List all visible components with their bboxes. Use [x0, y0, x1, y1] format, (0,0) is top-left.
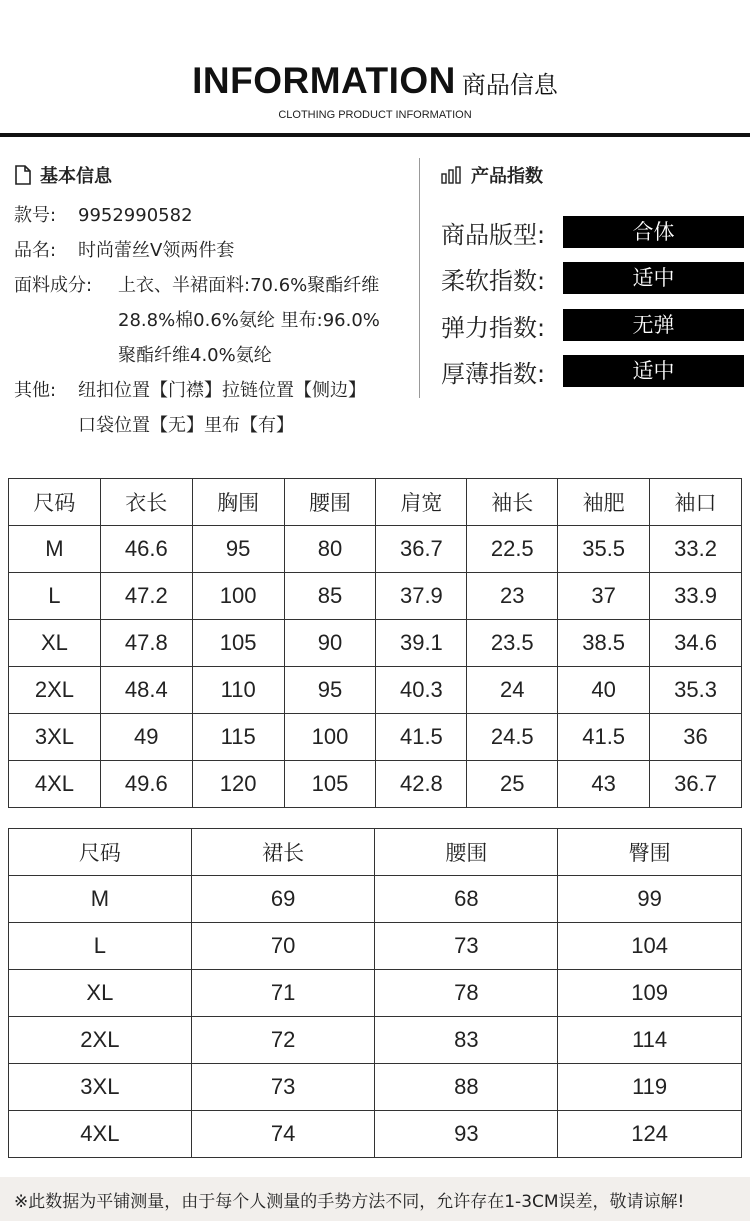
header-cell: 袖肥: [558, 479, 650, 526]
index-label-fit: 商品版型:: [441, 220, 546, 249]
table-cell: 49.6: [100, 761, 192, 808]
table-cell: 49: [100, 714, 192, 761]
table-cell: 42.8: [376, 761, 467, 808]
table-cell: 85: [284, 573, 376, 620]
table-cell: 100: [192, 573, 284, 620]
fabric-value-2: 28.8%棉0.6%氨纶 里布:96.0%: [118, 310, 380, 331]
table-cell: 69: [191, 876, 375, 923]
table-cell: 2XL: [9, 1017, 192, 1064]
header-cell: 臀围: [558, 829, 742, 876]
table-cell: 36: [650, 714, 742, 761]
header-cell: 胸围: [192, 479, 284, 526]
table-cell: 23: [467, 573, 558, 620]
table-row: [9, 761, 742, 808]
index-label-elasticity: 弹力指数:: [441, 313, 546, 342]
table-cell: 37: [558, 573, 650, 620]
measurement-note: [0, 1177, 750, 1221]
table-cell: 72: [191, 1017, 375, 1064]
table-cell: 4XL: [9, 1111, 192, 1158]
fabric-label: 面料成分:: [14, 275, 93, 296]
table-cell: L: [9, 923, 192, 970]
other-line-1: [14, 379, 366, 403]
table-cell: 88: [375, 1064, 558, 1111]
table-cell: 3XL: [9, 714, 101, 761]
table-row: [9, 667, 742, 714]
fabric-line-1: [14, 274, 379, 298]
style-number-label: 款号:: [14, 205, 57, 226]
table-header-row: [9, 479, 742, 526]
table-cell: 41.5: [376, 714, 467, 761]
table-cell: 115: [192, 714, 284, 761]
title-row: [0, 60, 750, 102]
table-row: [9, 1064, 742, 1111]
index-value-thickness: 适中: [563, 355, 744, 387]
index-label-thickness: 厚薄指数:: [441, 359, 546, 388]
table-cell: 73: [191, 1064, 375, 1111]
table-cell: 124: [558, 1111, 742, 1158]
table-cell: 100: [284, 714, 376, 761]
bar-chart-icon: [441, 166, 463, 184]
skirt-size-table: [8, 828, 742, 1158]
table-cell: 23.5: [467, 620, 558, 667]
header-cell: 衣长: [100, 479, 192, 526]
table-cell: 2XL: [9, 667, 101, 714]
table-row: [9, 970, 742, 1017]
table-cell: 104: [558, 923, 742, 970]
index-row-softness: [441, 261, 746, 295]
index-row-elasticity: [441, 308, 746, 342]
title-english: INFORMATION: [192, 60, 456, 101]
table-row: [9, 714, 742, 761]
table-cell: M: [9, 876, 192, 923]
table-cell: 95: [284, 667, 376, 714]
table-cell: 39.1: [376, 620, 467, 667]
table-row: [9, 876, 742, 923]
table-cell: 80: [284, 526, 376, 573]
measurement-note-text: ※此数据为平铺测量，由于每个人测量的手势方法不同，允许存在1-3CM误差，敬请谅解!: [14, 1191, 685, 1212]
title-chinese: 商品信息: [461, 71, 558, 99]
table-cell: 114: [558, 1017, 742, 1064]
table-cell: 105: [284, 761, 376, 808]
table-cell: 47.8: [100, 620, 192, 667]
index-value-fit: 合体: [563, 216, 744, 248]
index-row-thickness: [441, 354, 746, 388]
table-cell: 35.3: [650, 667, 742, 714]
header-cell: 裙长: [191, 829, 375, 876]
basic-info-panel: [14, 160, 414, 436]
table-cell: 83: [375, 1017, 558, 1064]
header-cell: 腰围: [375, 829, 558, 876]
table-cell: 38.5: [558, 620, 650, 667]
table-row: [9, 1111, 742, 1158]
header-divider: [0, 133, 750, 137]
table-cell: 99: [558, 876, 742, 923]
table-row: [9, 573, 742, 620]
table-cell: 3XL: [9, 1064, 192, 1111]
product-index-title: 产品指数: [471, 166, 543, 187]
product-name-value: 时尚蕾丝V领两件套: [78, 240, 235, 261]
table-row: [9, 1017, 742, 1064]
table-cell: 46.6: [100, 526, 192, 573]
table-cell: 95: [192, 526, 284, 573]
table-cell: 33.9: [650, 573, 742, 620]
table-cell: 34.6: [650, 620, 742, 667]
table-cell: 71: [191, 970, 375, 1017]
product-name-line: [14, 239, 234, 263]
table-cell: XL: [9, 620, 101, 667]
table-header-row: [9, 829, 742, 876]
table-cell: 78: [375, 970, 558, 1017]
fabric-value-1: 上衣、半裙面料:70.6%聚酯纤维: [118, 275, 380, 296]
table-cell: 110: [192, 667, 284, 714]
table-cell: 120: [192, 761, 284, 808]
table-cell: 93: [375, 1111, 558, 1158]
style-number-value: 9952990582: [78, 205, 193, 226]
other-value-1: 纽扣位置【门襟】拉链位置【侧边】: [78, 380, 366, 401]
fabric-value-3: 聚酯纤维4.0%氨纶: [118, 345, 272, 366]
product-name-label: 品名:: [14, 240, 57, 261]
document-icon: [14, 165, 32, 185]
table-cell: 33.2: [650, 526, 742, 573]
header-cell: 袖口: [650, 479, 742, 526]
index-value-elasticity: 无弹: [563, 309, 744, 341]
table-cell: 70: [191, 923, 375, 970]
table-cell: 48.4: [100, 667, 192, 714]
table-cell: 36.7: [650, 761, 742, 808]
table-cell: XL: [9, 970, 192, 1017]
table-cell: 47.2: [100, 573, 192, 620]
table-cell: 40.3: [376, 667, 467, 714]
table-cell: 43: [558, 761, 650, 808]
product-index-panel: [441, 160, 746, 388]
info-divider: [419, 158, 420, 398]
top-size-table: [8, 478, 742, 808]
page-header: [0, 0, 750, 138]
table-cell: 36.7: [376, 526, 467, 573]
table-cell: 73: [375, 923, 558, 970]
subtitle: CLOTHING PRODUCT INFORMATION: [278, 109, 472, 121]
table-cell: 24.5: [467, 714, 558, 761]
table-cell: 41.5: [558, 714, 650, 761]
header-cell: 袖长: [467, 479, 558, 526]
header-cell: 腰围: [284, 479, 376, 526]
table-cell: L: [9, 573, 101, 620]
table-cell: 109: [558, 970, 742, 1017]
product-index-heading: [441, 160, 746, 190]
table-cell: 37.9: [376, 573, 467, 620]
index-row-fit: [441, 215, 746, 249]
basic-info-heading: [14, 160, 414, 190]
table-cell: 68: [375, 876, 558, 923]
index-value-softness: 适中: [563, 262, 744, 294]
other-value-2: 口袋位置【无】里布【有】: [78, 415, 294, 436]
table-cell: 40: [558, 667, 650, 714]
table-cell: 90: [284, 620, 376, 667]
table-cell: 105: [192, 620, 284, 667]
style-number-line: [14, 204, 193, 228]
other-label: 其他:: [14, 380, 57, 401]
table-cell: 119: [558, 1064, 742, 1111]
table-cell: M: [9, 526, 101, 573]
basic-info-title: 基本信息: [40, 166, 112, 187]
table-cell: 22.5: [467, 526, 558, 573]
table-cell: 35.5: [558, 526, 650, 573]
table-cell: 4XL: [9, 761, 101, 808]
index-label-softness: 柔软指数:: [441, 266, 546, 295]
table-row: [9, 620, 742, 667]
header-cell: 尺码: [9, 829, 192, 876]
table-row: [9, 526, 742, 573]
table-row: [9, 923, 742, 970]
table-cell: 25: [467, 761, 558, 808]
table-cell: 74: [191, 1111, 375, 1158]
table-cell: 24: [467, 667, 558, 714]
header-cell: 尺码: [9, 479, 101, 526]
header-cell: 肩宽: [376, 479, 467, 526]
